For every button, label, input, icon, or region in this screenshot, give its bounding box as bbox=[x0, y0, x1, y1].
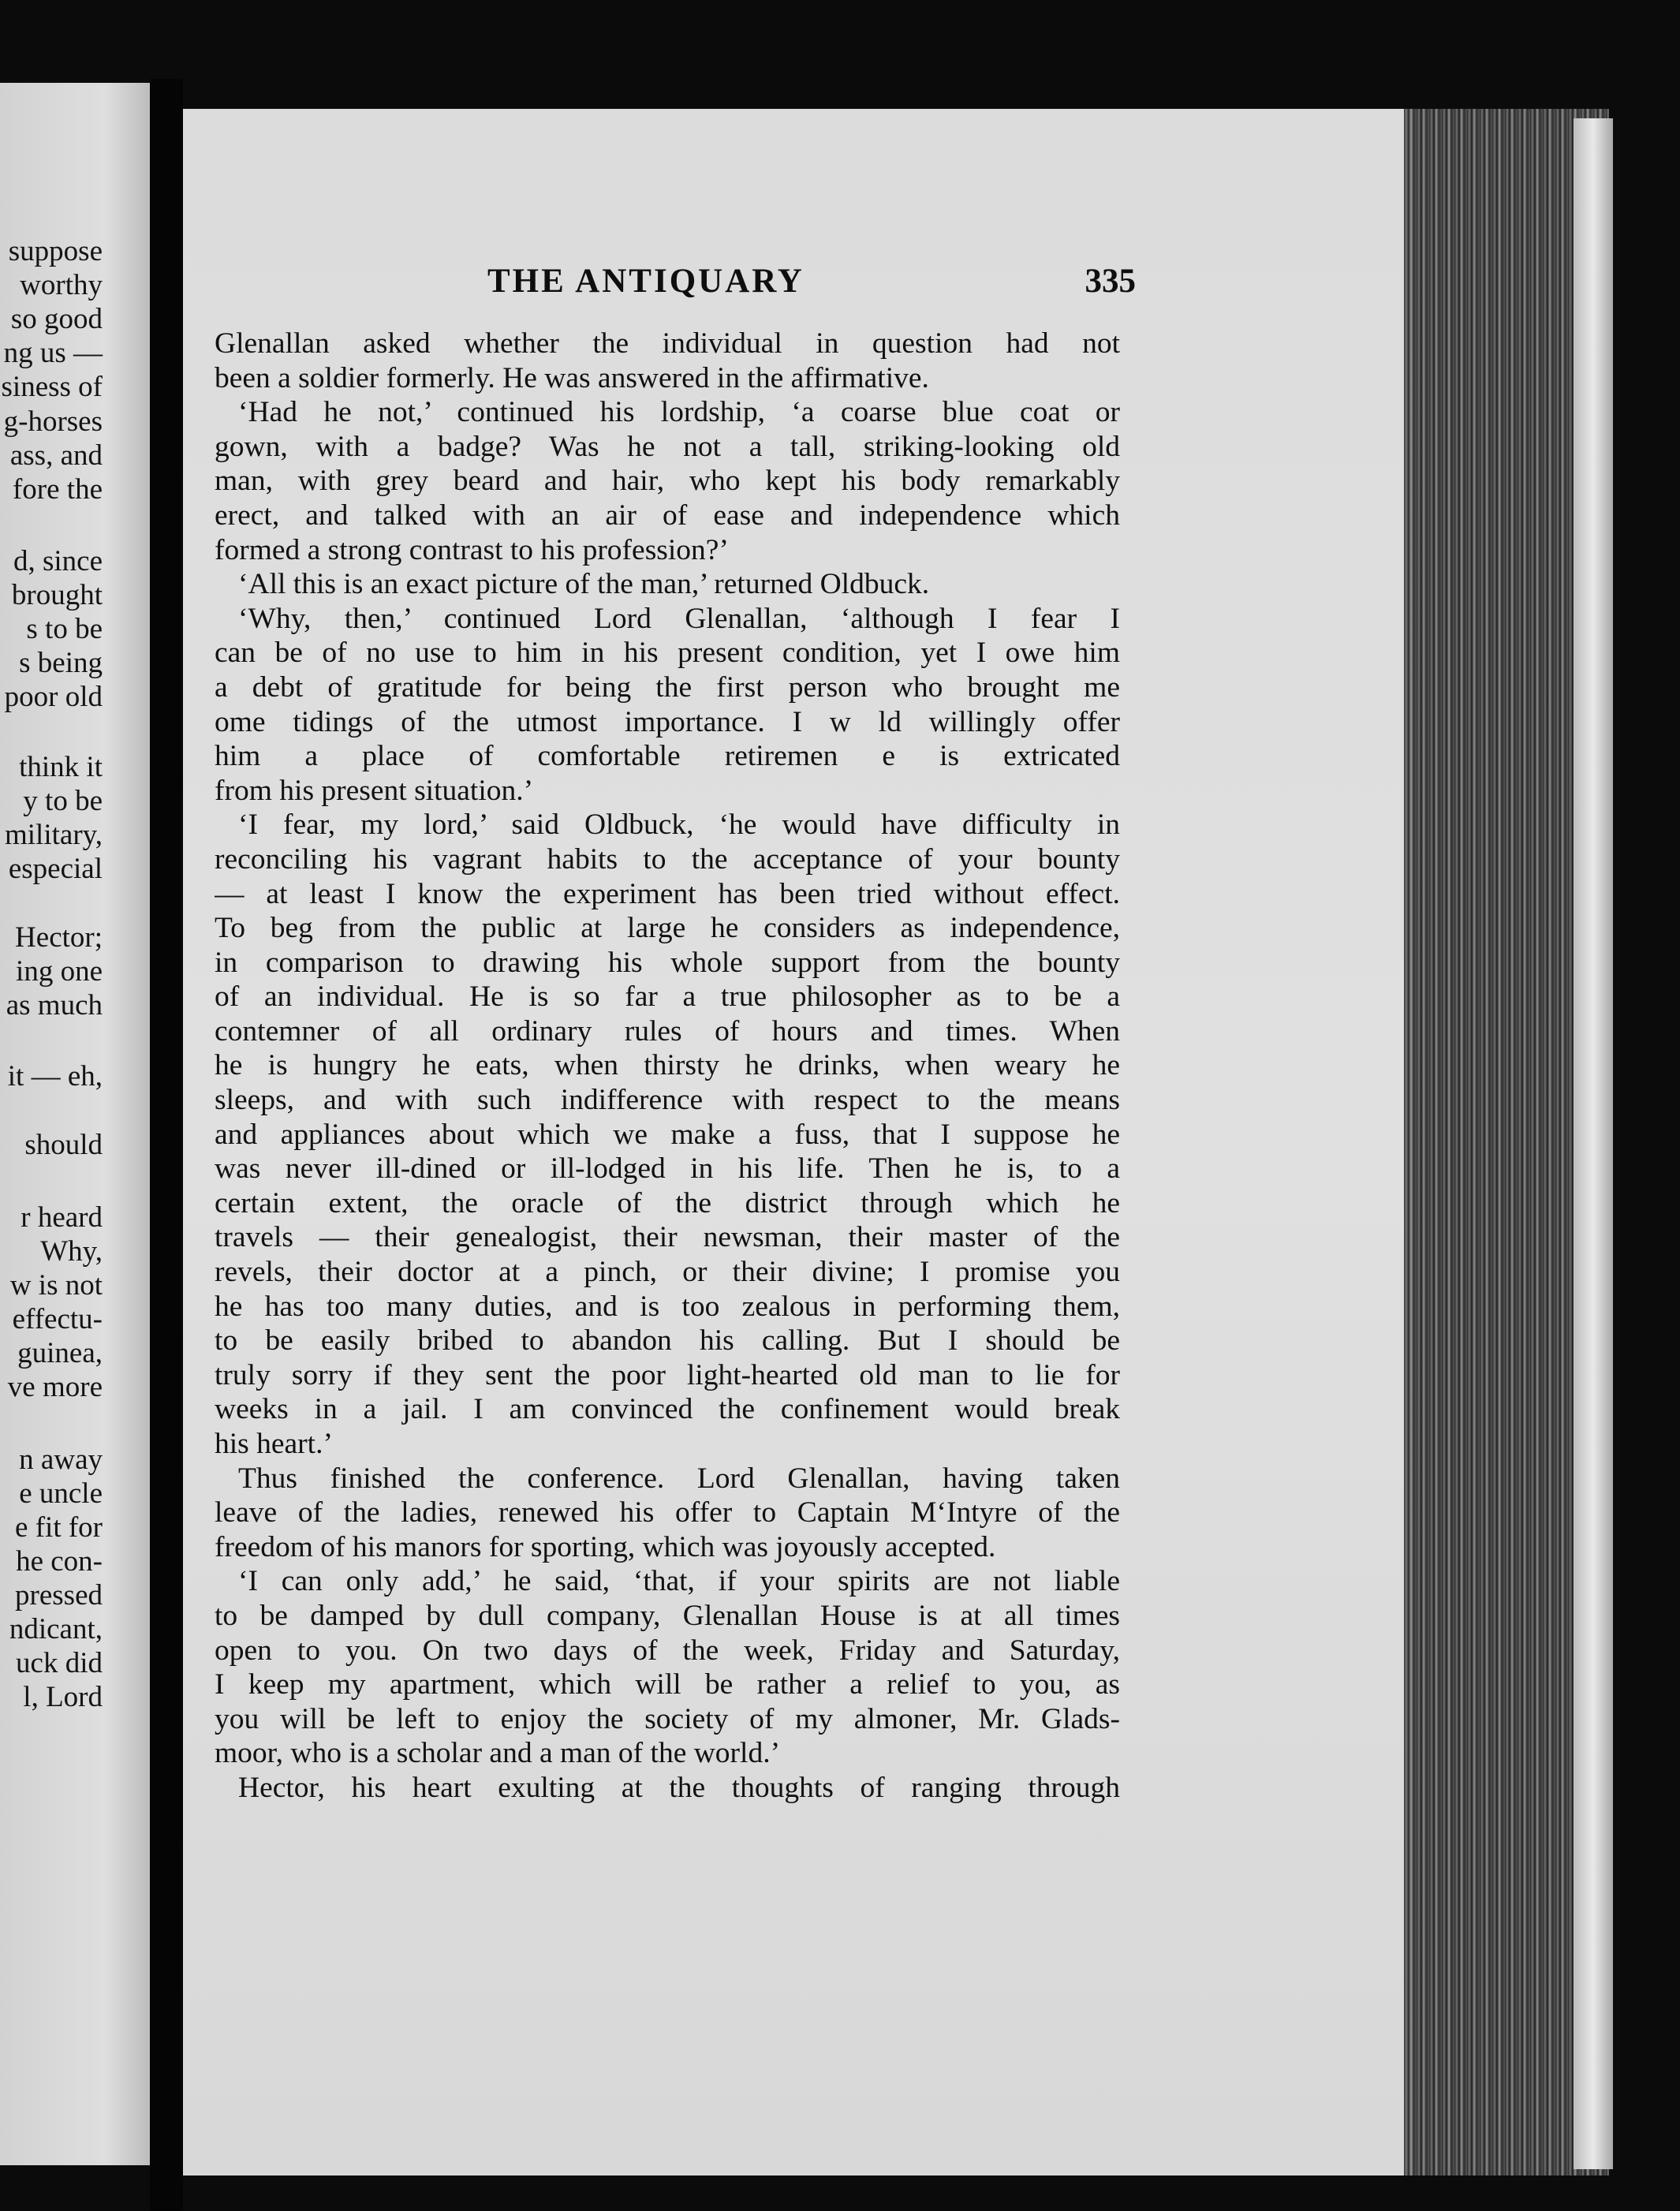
text-line: open to you. On two days of the week, Friday and Saturday, bbox=[215, 1634, 1120, 1667]
text-line: reconciling his vagrant habits to the acceptance of your bounty bbox=[215, 842, 1120, 876]
header-title: THE ANTIQUARY bbox=[487, 263, 805, 300]
left-page-fragment: Hector; bbox=[15, 921, 103, 954]
left-page-fragment: brought bbox=[11, 579, 103, 611]
text-line: Thus finished the conference. Lord Glenallan, having taken bbox=[238, 1462, 1120, 1495]
text-line: certain extent, the oracle of the district through which he bbox=[215, 1186, 1120, 1219]
left-page-fragment: pressed bbox=[15, 1579, 103, 1612]
left-page-fragment: suppose bbox=[8, 235, 103, 267]
left-page-fragment: ndicant, bbox=[9, 1613, 103, 1645]
left-page-fragment: Why, bbox=[40, 1235, 103, 1268]
left-page-fragment: uck did bbox=[16, 1647, 103, 1679]
text-line: weeks in a jail. I am convinced the confinement would break bbox=[215, 1393, 1120, 1426]
left-page-fragment: ng us — bbox=[3, 337, 103, 369]
left-page-fragment: think it bbox=[19, 751, 103, 783]
text-line: erect, and talked with an air of ease and independence which bbox=[215, 499, 1120, 532]
left-page-fragment: effectu- bbox=[12, 1303, 103, 1335]
text-line: been a soldier formerly. He was answered in the affirmative. bbox=[215, 361, 929, 394]
text-line: gown, with a badge? Was he not a tall, striking-looking old bbox=[215, 430, 1120, 463]
left-page-fragment: n away bbox=[19, 1443, 103, 1476]
page-number: 335 bbox=[1085, 263, 1136, 300]
text-line: truly sorry if they sent the poor light-hearted old man to lie for bbox=[215, 1358, 1120, 1391]
text-line: ‘I fear, my lord,’ said Oldbuck, ‘he would have difficulty in bbox=[238, 809, 1120, 842]
text-line: ‘Had he not,’ continued his lordship, ‘a coarse blue coat or bbox=[238, 396, 1120, 429]
left-page-fragment: g-horses bbox=[3, 405, 103, 438]
left-page-fragment: siness of bbox=[1, 371, 103, 403]
left-page-fragment: ass, and bbox=[9, 439, 103, 472]
left-page-fragment: ing one bbox=[16, 955, 103, 988]
left-page-fragment: e uncle bbox=[19, 1477, 103, 1510]
text-line: to be damped by dull company, Glenallan House is at all times bbox=[215, 1599, 1120, 1632]
text-line: and appliances about which we make a fuss, that I suppose he bbox=[215, 1118, 1120, 1151]
left-page-fragment: he con- bbox=[16, 1545, 103, 1578]
text-line: moor, who is a scholar and a man of the world.’ bbox=[215, 1737, 781, 1770]
text-line: he has too many duties, and is too zealous in performing them, bbox=[215, 1290, 1120, 1323]
text-line: to be easily bribed to abandon his calling. But I should be bbox=[215, 1324, 1120, 1358]
left-page-fragment: e fit for bbox=[15, 1511, 103, 1544]
left-page-fragment: it — eh, bbox=[7, 1060, 103, 1092]
text-line: from his present situation.’ bbox=[215, 774, 534, 807]
text-line: leave of the ladies, renewed his offer to Captain M‘Intyre of the bbox=[215, 1496, 1120, 1529]
text-line: ome tidings of the utmost importance. I w ld willingly offer bbox=[215, 705, 1120, 738]
text-line: was never ill-dined or ill-lodged in his life. Then he is, to a bbox=[215, 1152, 1120, 1186]
text-line: of an individual. He is so far a true philosopher as to be a bbox=[215, 980, 1120, 1014]
text-line: you will be left to enjoy the society of my almoner, Mr. Glads- bbox=[215, 1702, 1120, 1735]
left-page-fragment: d, since bbox=[13, 545, 103, 577]
text-line: he is hungry he eats, when thirsty he drinks, when weary he bbox=[215, 1049, 1120, 1082]
text-line: ‘I can only add,’ he said, ‘that, if your spirits are not liable bbox=[238, 1565, 1120, 1598]
left-page-fragment: especial bbox=[8, 853, 103, 885]
text-line: ‘All this is an exact picture of the man,’ returned Oldbuck. bbox=[238, 568, 930, 601]
left-page-fragment: r heard bbox=[21, 1201, 103, 1234]
left-page-fragment: fore the bbox=[12, 473, 103, 506]
left-page-fragment: s to be bbox=[26, 613, 103, 645]
left-page bbox=[0, 83, 150, 2165]
text-line: freedom of his manors for sporting, which was joyously accepted. bbox=[215, 1530, 996, 1563]
left-page-fragment: so good bbox=[10, 303, 103, 335]
spine-shadow bbox=[150, 79, 183, 2211]
left-page-fragment: y to be bbox=[23, 785, 103, 817]
running-head bbox=[211, 262, 1136, 306]
left-page-fragment: w is not bbox=[9, 1269, 103, 1302]
left-page-fragment: as much bbox=[6, 989, 103, 1021]
text-line: Hector, his heart exulting at the thoughts of ranging through bbox=[238, 1771, 1120, 1804]
text-line: contemner of all ordinary rules of hours and times. When bbox=[215, 1014, 1120, 1048]
text-line: revels, their doctor at a pinch, or their divine; I promise you bbox=[215, 1256, 1120, 1289]
text-line: him a place of comfortable retiremen e is extricated bbox=[215, 740, 1120, 773]
text-line: formed a strong contrast to his profession?’ bbox=[215, 533, 729, 566]
text-line: — at least I know the experiment has been tried without effect. bbox=[215, 877, 1120, 910]
text-line: can be of no use to him in his present condition, yet I owe him bbox=[215, 637, 1120, 670]
left-page-fragment: worthy bbox=[20, 269, 103, 301]
text-line: a debt of gratitude for being the first person who brought me bbox=[215, 670, 1120, 704]
text-line: To beg from the public at large he considers as independence, bbox=[215, 912, 1120, 945]
left-page-fragment: poor old bbox=[4, 681, 103, 713]
text-line: I keep my apartment, which will be rather a relief to you, as bbox=[215, 1668, 1120, 1701]
left-page-fragment: should bbox=[24, 1129, 103, 1161]
left-page-fragment: l, Lord bbox=[23, 1681, 103, 1713]
text-line: ‘Why, then,’ continued Lord Glenallan, ‘although I fear I bbox=[238, 602, 1120, 635]
left-page-fragment: guinea, bbox=[17, 1337, 103, 1369]
page-edges-light bbox=[1574, 118, 1613, 2169]
text-line: Glenallan asked whether the individual in question had not bbox=[215, 327, 1120, 360]
text-line: in comparison to drawing his whole support from the bounty bbox=[215, 946, 1120, 979]
left-page-fragment: s being bbox=[19, 647, 103, 679]
left-page-fragment: military, bbox=[5, 819, 103, 851]
text-line: his heart.’ bbox=[215, 1428, 333, 1460]
left-page-fragment: ve more bbox=[7, 1371, 103, 1403]
body-text bbox=[215, 327, 1120, 1806]
text-line: sleeps, and with such indifference with respect to the means bbox=[215, 1084, 1120, 1117]
text-line: travels — their genealogist, their newsman, their master of the bbox=[215, 1221, 1120, 1254]
text-line: man, with grey beard and hair, who kept his body remarkably bbox=[215, 465, 1120, 498]
